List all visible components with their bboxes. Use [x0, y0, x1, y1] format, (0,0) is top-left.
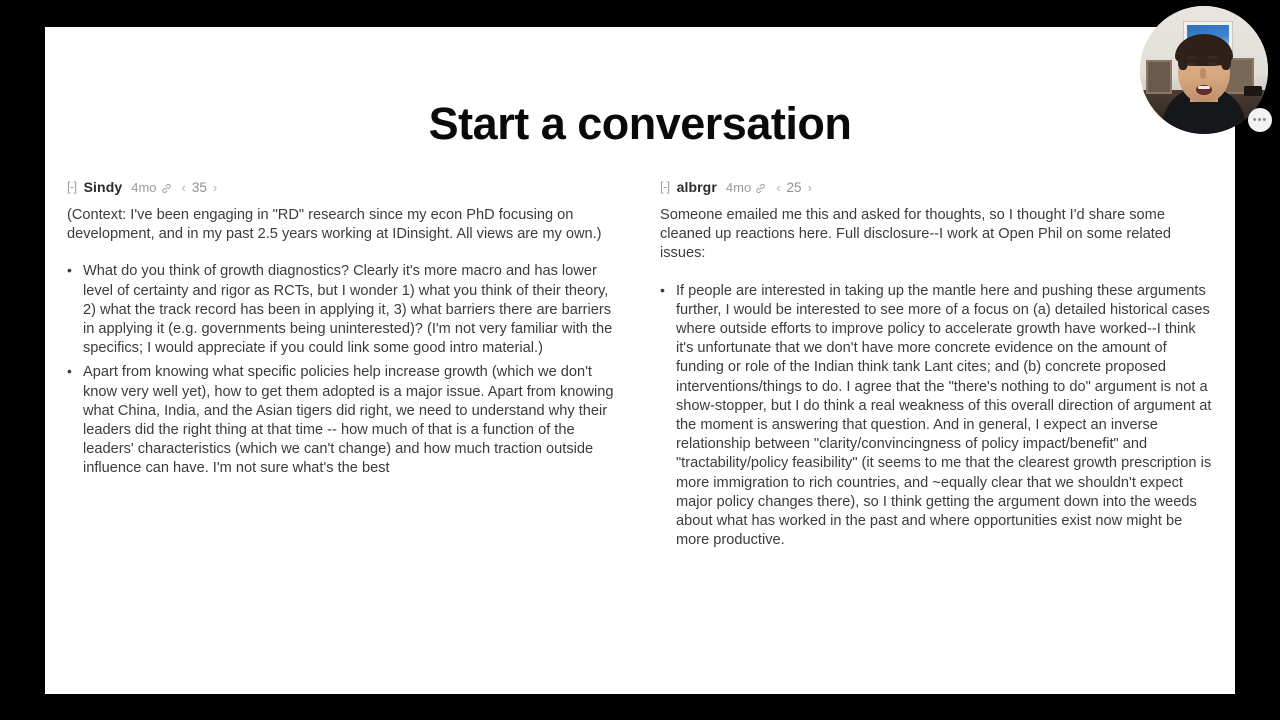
- comment-bullet-list: [660, 282, 1217, 551]
- person-eyebrow-right: [1207, 56, 1218, 59]
- person-eye-left: [1187, 62, 1196, 66]
- comment-author[interactable]: Sindy: [83, 179, 123, 195]
- collapse-toggle-icon[interactable]: [-]: [67, 180, 77, 194]
- photo-frame-left-icon: [1146, 60, 1172, 94]
- comment-column-left: [45, 179, 645, 555]
- comment-age: 4mo: [131, 179, 157, 195]
- list-item: • What do you think of growth diagnostics? Clearly it's more macro and has lower level of certainty and rigor as RCTs, but I wonder 1) what you think of their theory, 2) what the track record has been in applying it, 3) what barriers there are barriers in applying it (e.g. governments being uninterested)? (I'm not very familiar with the specifics; I would appreciate if you could link some good intro material.): [83, 262, 620, 358]
- vote-up-icon[interactable]: ›: [212, 179, 218, 195]
- webcam-more-options-icon[interactable]: •••: [1248, 108, 1272, 132]
- comment-header-albrgr: [660, 179, 1217, 195]
- desk-object: [1244, 86, 1262, 96]
- page-title: Start a conversation: [428, 98, 852, 149]
- comment-intro-paragraph: (Context: I've been engaging in "RD" research since my econ PhD focusing on development, and in my past 2.5 years working at IDinsight. All views are my own.): [67, 207, 602, 243]
- comment-intro-paragraph: Someone emailed me this and asked for thoughts, so I thought I'd share some cleaned up reactions here. Full disclosure--I work at Open Phil on some related issues:: [660, 207, 1172, 262]
- list-item: • Apart from knowing what specific policies help increase growth (which we don't know very well yet), how to get them adopted is a major issue. Apart from knowing what China, India, and the Asian tigers did right, we need to understand why their leaders did the right thing at that time -- how much of that is a function of the leaders' characteristics (which we can't change) and how much traction outside influence can have. I'm not sure what's the best: [83, 363, 620, 478]
- link-icon[interactable]: [755, 183, 766, 194]
- vote-up-icon[interactable]: ›: [807, 179, 812, 195]
- presentation-slide: [45, 27, 1235, 694]
- list-item: • If people are interested in taking up the mantle here and pushing these arguments further, I would be interested to see more of a focus on (a) detailed historical cases where outside efforts to improve policy to accelerate growth have worked--I think it's unfortunate that we don't have more concrete evidence on the amount of funding or role of the Indian think tank Lant cites; and (b) concrete proposed interventions/things to do. I agree that the "there's nothing to do" argument is not a show-stopper, but I do think a real weakness of this overall direction of argument at the moment is answering that question. And in general, I expect an inverse relationship between "clarity/convincingness of policy impact/benefit" and "tractability/policy feasibility" (it seems to me that the clearest growth prescription is more immigration to rich countries, and ~equally clear that we shouldn't expect major policy changes there), so I think getting the argument down into the weeds about what has worked in the past and where opportunities exist now might be more productive.: [676, 282, 1217, 551]
- comment-body: [660, 206, 1217, 550]
- person-mouth: [1196, 85, 1212, 95]
- vote-down-icon[interactable]: ‹: [776, 179, 781, 195]
- vote-controls[interactable]: [776, 180, 812, 195]
- collapse-toggle-icon[interactable]: [-]: [660, 180, 670, 194]
- vote-controls[interactable]: [182, 180, 218, 195]
- person-nose: [1200, 68, 1206, 79]
- webcam-overlay[interactable]: [1140, 6, 1268, 134]
- comment-author[interactable]: albrgr: [676, 179, 717, 195]
- person-eye-right: [1208, 62, 1217, 66]
- comment-age: 4mo: [725, 179, 752, 195]
- comment-header-sindy: [67, 179, 620, 195]
- link-icon[interactable]: [161, 183, 172, 194]
- vote-score: 25: [786, 179, 802, 195]
- comments-columns: [45, 179, 1235, 555]
- comment-column-right: [645, 179, 1235, 555]
- vote-score: 35: [191, 179, 207, 195]
- comment-body: [67, 206, 620, 479]
- vote-down-icon[interactable]: ‹: [181, 179, 186, 195]
- person-eyebrow-left: [1186, 56, 1197, 59]
- comment-bullet-list: [67, 262, 620, 478]
